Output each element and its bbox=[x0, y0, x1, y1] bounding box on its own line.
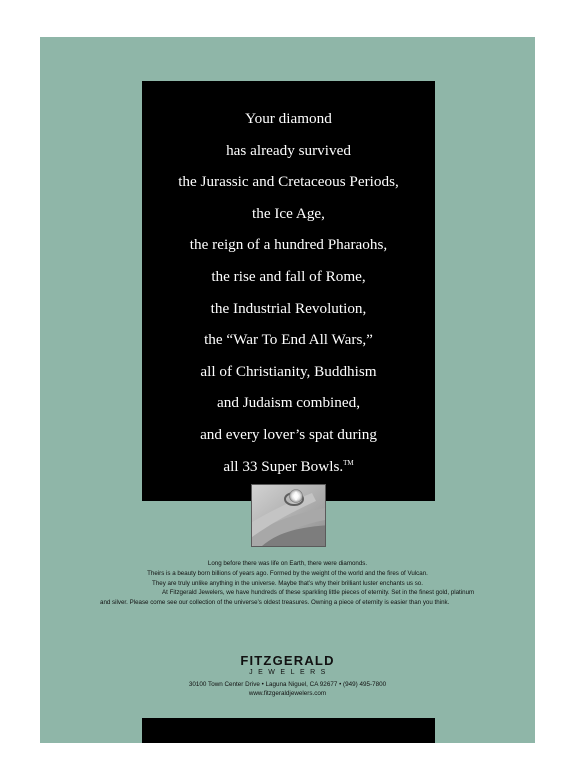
bottom-black-bar bbox=[142, 718, 435, 743]
trademark-mark: TM bbox=[343, 458, 354, 467]
diamond-ring-photo bbox=[251, 484, 326, 547]
body-paragraph-4: At Fitzgerald Jewelers, we have hundreds of these sparkling little pieces of eternity. Set in the finest gold, platinum and silver. Please come see our collection of the universe’s oldest treasures. Owning a piece of eternity is easier than you think. bbox=[100, 589, 475, 607]
body-paragraph-3: They are truly unlike anything in the universe. Maybe that’s why their brilliant luster enchants us so. bbox=[152, 579, 423, 587]
headline-line-7: the Industrial Revolution, bbox=[210, 299, 367, 317]
body-paragraph-2: Theirs is a beauty born billions of years ago. Formed by the weight of the world and the fires of Vulcan. bbox=[147, 569, 428, 577]
brand-website: www.fitzgeraldjewelers.com bbox=[248, 690, 327, 697]
headline-line-12 bbox=[223, 451, 353, 483]
body-copy bbox=[100, 559, 475, 608]
headline-last-text: all 33 Super Bowls. bbox=[223, 457, 344, 475]
brand-subtitle: JEWELERS bbox=[249, 669, 331, 676]
headline-line-9: all of Christianity, Buddhism bbox=[200, 362, 377, 380]
headline-line-3: the Jurassic and Cretaceous Periods, bbox=[178, 173, 399, 191]
headline-panel bbox=[142, 81, 435, 501]
headline-line-8: the “War To End All Wars,” bbox=[204, 331, 373, 349]
brand-address: 30100 Town Center Drive • Laguna Niguel, CA 92677 • (949) 495-7800 bbox=[188, 681, 387, 688]
advertisement bbox=[40, 37, 535, 743]
body-paragraph-1: Long before there was life on Earth, there were diamonds. bbox=[207, 560, 368, 567]
headline-line-11: and every lover’s spat during bbox=[200, 425, 377, 443]
ring-hand-image bbox=[252, 485, 325, 546]
headline-line-5: the reign of a hundred Pharaohs, bbox=[189, 236, 388, 254]
headline-line-4: the Ice Age, bbox=[252, 204, 325, 222]
headline-line-6: the rise and fall of Rome, bbox=[211, 267, 366, 285]
brand-block bbox=[40, 654, 535, 698]
brand-name: FITZGERALD bbox=[240, 653, 335, 668]
headline-line-10: and Judaism combined, bbox=[217, 394, 360, 412]
headline-line-2: has already survived bbox=[226, 141, 351, 159]
headline-line-1: Your diamond bbox=[245, 110, 332, 127]
